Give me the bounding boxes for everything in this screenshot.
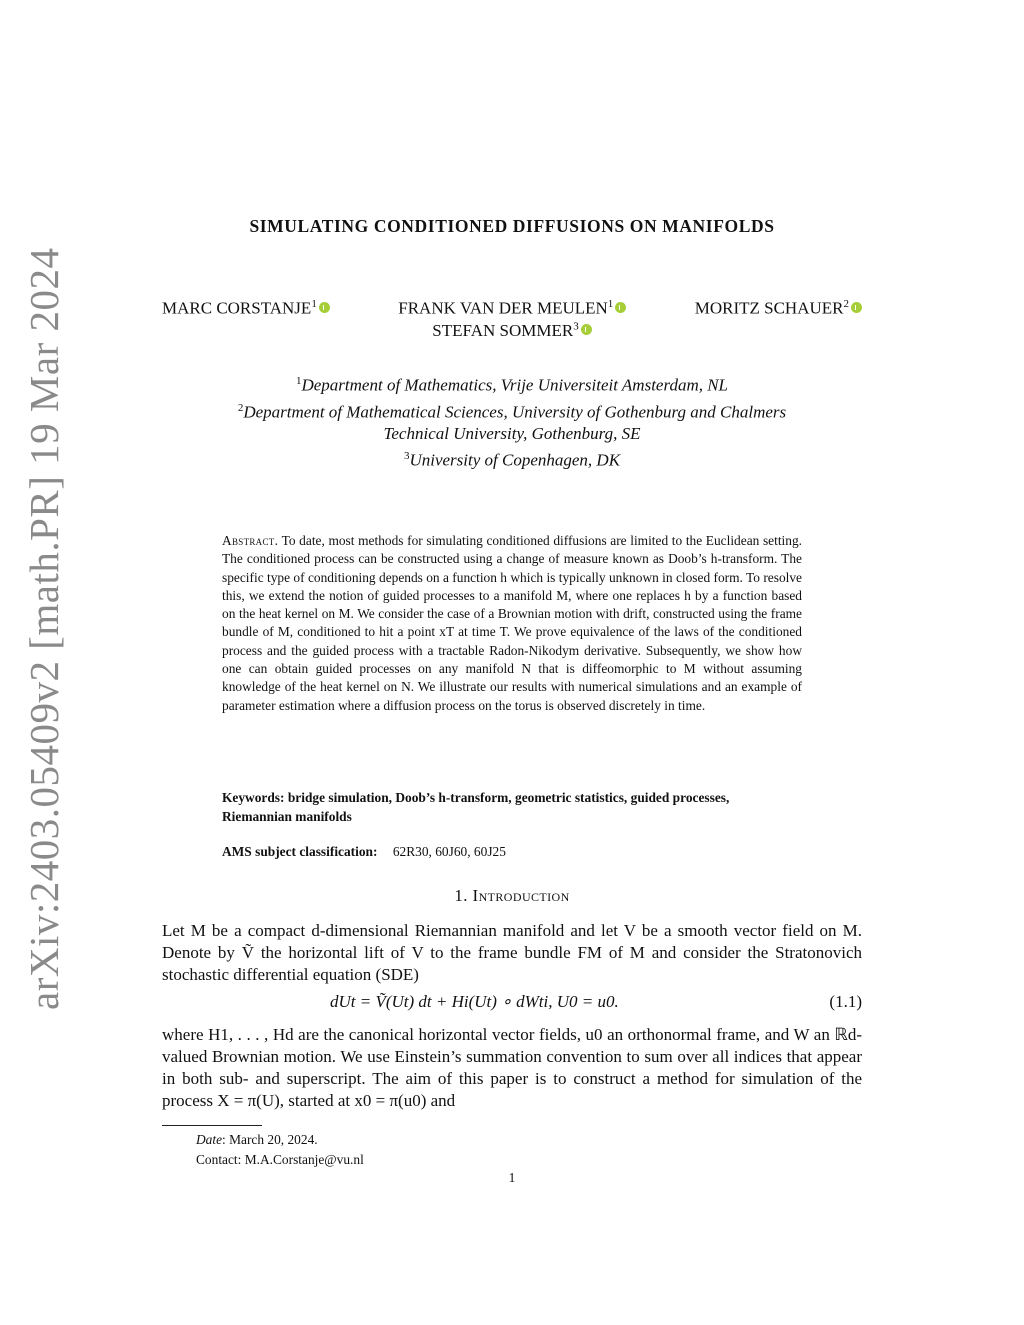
author-affil-marker: 1 [607, 298, 614, 310]
contact-footnote[interactable]: Contact: M.A.Corstanje@vu.nl [196, 1152, 364, 1167]
authors-row-2 [0, 320, 1024, 341]
author-name: FRANK VAN DER MEULEN [398, 298, 608, 318]
orcid-icon[interactable] [581, 324, 592, 335]
affiliation-line [0, 370, 1024, 397]
date-value: : March 20, 2024. [222, 1132, 318, 1147]
section-heading [0, 886, 1024, 906]
equation-number: (1.1) [829, 992, 862, 1011]
affiliation-line [0, 423, 1024, 445]
footnotes [196, 1130, 364, 1170]
date-label: Date [196, 1132, 223, 1147]
paper-title: SIMULATING CONDITIONED DIFFUSIONS ON MANIFOLDS [249, 216, 775, 236]
author-3 [695, 298, 862, 319]
author-affil-marker: 2 [843, 298, 849, 310]
author-name: STEFAN SOMMER [432, 320, 574, 340]
affiliation-marker: 2 [237, 401, 244, 414]
affiliation-marker: 3 [403, 450, 410, 463]
keywords-text: bridge simulation, Doob’s h-transform, geometric statistics, guided processes, Riemannian manifolds [222, 790, 730, 824]
date-footnote [196, 1130, 364, 1150]
footnote-divider [162, 1125, 262, 1126]
keywords-label: Keywords: [222, 790, 285, 805]
affiliation-text: Technical University, Gothenburg, SE [383, 424, 641, 444]
author-4 [432, 321, 591, 340]
orcid-icon[interactable] [319, 302, 330, 313]
section-title: Introduction [472, 886, 570, 905]
author-name: MORITZ SCHAUER [694, 298, 844, 318]
intro-paragraph-1: Let M be a compact d-dimensional Riemannian manifold and let V be a smooth vector field on M. Denote by Ṽ the horizontal lift of V to the frame bundle FM of M and consider the Stratonovich stochastic differential equation (SDE) [162, 921, 862, 984]
affiliation-text: University of Copenhagen, DK [409, 450, 621, 470]
ams-label: AMS subject classification: [222, 844, 378, 859]
section-number: 1. [454, 886, 468, 905]
affiliation-line [0, 397, 1024, 424]
authors-row [162, 298, 862, 319]
ams-codes: 62R30, 60J60, 60J25 [392, 844, 506, 859]
keywords [222, 788, 802, 826]
equation-1-1 [162, 992, 862, 1018]
affiliation-marker: 1 [295, 375, 302, 387]
abstract-label: Abstract. [222, 533, 279, 548]
orcid-icon[interactable] [851, 302, 862, 313]
affiliation-text: Department of Mathematics, Vrije Universiteit Amsterdam, NL [301, 375, 729, 395]
author-1 [162, 298, 330, 319]
equation-body: dUt = Ṽ(Ut) dt + Hi(Ut) ∘ dWti, U0 = u0. [330, 992, 619, 1011]
affiliations [0, 370, 1024, 472]
ams-classification [222, 844, 802, 860]
affiliation-line [0, 445, 1024, 472]
abstract [222, 532, 802, 715]
author-2 [398, 298, 626, 319]
arxiv-identifier-stamp: arXiv:2403.05409v2 [math.PR] 19 Mar 2024 [21, 247, 67, 1010]
orcid-icon[interactable] [615, 302, 626, 313]
affiliation-text: Department of Mathematical Sciences, University of Gothenburg and Chalmers [243, 402, 787, 422]
abstract-text: To date, most methods for simulating conditioned diffusions are limited to the Euclidean setting. The conditioned process can be constructed using a change of measure known as Doob’s h-transform. The specific type of conditioning depends on a function h which is typically unknown in closed form. To resolve this, we extend the notion of guided processes to a manifold M, where one replaces h by a function based on the heat kernel on M. We consider the case of a Brownian motion with drift, constructed using the frame bundle of M, conditioned to hit a point xT at time T. We prove equivalence of the laws of the conditioned process and the guided process with a tractable Radon-Nikodym derivative. Subsequently, we show how one can obtain guided processes on any manifold N that is diffeomorphic to M without assuming knowledge of the heat kernel on N. We illustrate our results with numerical simulations and an example of parameter estimation where a diffusion process on the torus is observed discretely in time. [222, 533, 803, 713]
author-name: MARC CORSTANJE [162, 298, 312, 318]
author-affil-marker: 3 [573, 320, 579, 332]
intro-paragraph-2: where H1, . . . , Hd are the canonical horizontal vector fields, u0 an orthonormal frame, and W an ℝd-valued Brownian motion. We use Einstein’s summation convention to sum over all indices that appear in both sub- and superscript. The aim of this paper is to construct a method for simulation of the process X = π(U), started at x0 = π(u0) and [162, 1025, 862, 1110]
author-affil-marker: 1 [311, 298, 317, 310]
page-number: 1 [508, 1170, 516, 1185]
